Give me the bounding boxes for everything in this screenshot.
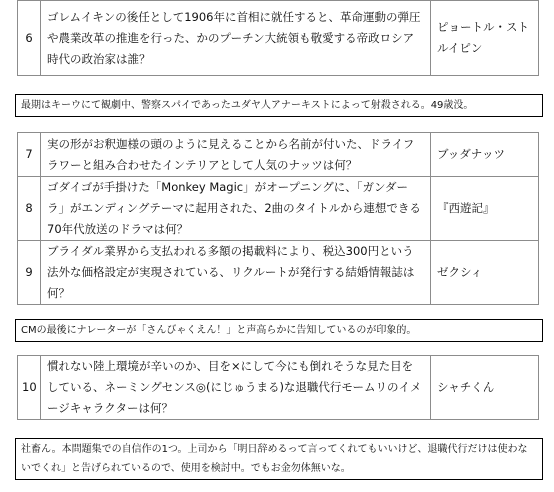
commentary-note-2: CMの最後にナレーターが「さんびゃくえん！」と声高らかに告知しているのが印象的。 — [15, 319, 543, 342]
question-table-1 — [17, 0, 539, 76]
commentary-note-3: 社畜ん。本問題集での自信作の1つ。上司から「明日辞めるって言ってくれてもいいけど、退職代行だけは使わないでくれ」と告げられているので、使用を検討中。でもお金勿体無いな。 — [15, 438, 543, 480]
question-text: 実の形がお釈迦様の頭のように見えることから名前が付いた、ドライフラワーと組み合わせたインテリアとして人気のナッツは何？ — [41, 133, 431, 177]
question-text: ブライダル業界から支払われる多額の掲載料により、税込300円という法外な価格設定が実現されている、リクルートが発行する結婚情報誌は何？ — [41, 241, 431, 305]
answer-text: ブッダナッツ — [431, 133, 539, 177]
question-table-3 — [17, 355, 539, 420]
question-number: 6 — [18, 1, 41, 76]
answer-text: シャチくん — [431, 356, 539, 420]
question-text: ゴレムイキンの後任として1906年に首相に就任すると、革命運動の弾圧や農業改革の推進を行った、かのプーチン大統領も敬愛する帝政ロシア時代の政治家は誰？ — [41, 1, 431, 76]
question-text: 慣れない陸上環境が辛いのか、目を×にして今にも倒れそうな見た目をしている、ネーミングセンス◎(にじゅうまる)な退職代行モームリのイメージキャラクターは何？ — [41, 356, 431, 420]
question-number: 10 — [18, 356, 41, 420]
question-number: 9 — [18, 241, 41, 305]
table-row — [18, 133, 539, 177]
question-number: 8 — [18, 177, 41, 241]
question-text: ゴダイゴが手掛けた「Monkey Magic」がオープニングに、「ガンダーラ」がエンディングテーマに起用された、2曲のタイトルから連想できる70年代放送のドラマは何？ — [41, 177, 431, 241]
question-number: 7 — [18, 133, 41, 177]
table-row — [18, 1, 539, 76]
answer-text: ゼクシィ — [431, 241, 539, 305]
table-row — [18, 241, 539, 305]
question-table-2 — [17, 132, 539, 305]
answer-text: ピョートル・ストルイピン — [431, 1, 539, 76]
table-row — [18, 356, 539, 420]
table-row — [18, 177, 539, 241]
commentary-note-1: 最期はキーウにて観劇中、警察スパイであったユダヤ人アナーキストによって射殺される。49歳没。 — [15, 94, 543, 117]
answer-text: 『西遊記』 — [431, 177, 539, 241]
